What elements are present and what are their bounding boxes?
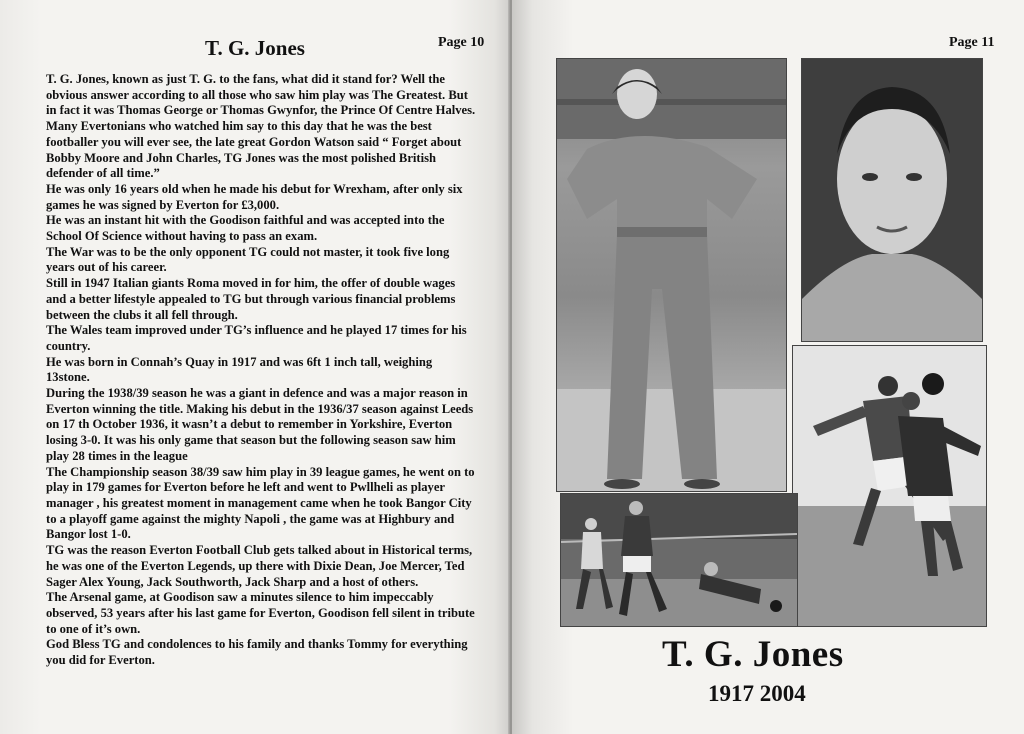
head-portrait-illustration bbox=[802, 59, 982, 341]
page-number-left: Page 10 bbox=[438, 35, 485, 50]
left-page bbox=[0, 0, 510, 734]
photo-standing-portrait bbox=[556, 58, 787, 492]
paragraph: God Bless TG and condolences to his family and thanks Tommy for everything you did for Everton. bbox=[46, 637, 468, 668]
paragraph: The Wales team improved under TG’s influence and he played 17 times for his country. bbox=[46, 323, 467, 353]
page-title: T. G. Jones bbox=[205, 36, 305, 60]
paragraph: He was an instant hit with the Goodison faithful and was accepted into the School Of Science without having to pass an exam. bbox=[46, 213, 445, 244]
standing-figure-illustration bbox=[557, 59, 786, 491]
paragraph: Still in 1947 Italian giants Roma moved in for him, the offer of double wages and a better lifestyle appealed to TG but through various financial problems between the clubs it all fell through. bbox=[46, 276, 456, 322]
paragraph: T. G. Jones, known as just T. G. to the fans, what did it stand for? Well the obvious answer according to all those who saw him play was The Greatest. But in fact it was Thomas George or Thomas Gwynfor, the Prince Of Centre Halves. bbox=[46, 72, 476, 118]
goalmouth-action-illustration bbox=[561, 494, 797, 626]
photo-caption-name: T. G. Jones bbox=[662, 634, 844, 675]
photo-caption-years: 1917 2004 bbox=[708, 681, 806, 706]
photo-heading-action bbox=[792, 345, 987, 627]
paragraph: The Arsenal game, at Goodison saw a minutes silence to him impeccably observed, 53 years after his last game for Everton, Goodison fell silent in tribute to one of it’s own. bbox=[46, 590, 475, 636]
paragraph: During the 1938/39 season he was a giant in defence and was a major reason in Everton winning the title. Making his debut in the 1936/37 season against Leeds on 17 th October 1936, it wasn’t a debut to remember in Yorkshire, Everton losing 3-0. It was his only game that season but the following season saw him play 28 times in the league bbox=[46, 386, 474, 463]
photo-goalmouth-action bbox=[560, 493, 798, 627]
paragraph: TG was the reason Everton Football Club gets talked about in Historical terms, he was one of the Everton Legends, up there with Dixie Dean, Joe Mercer, Ted Sager Alex Young, Jack Southworth, Jack Sharp and a host of others. bbox=[46, 543, 473, 589]
paragraph: The War was to be the only opponent TG could not master, it took five long years out of his career. bbox=[46, 244, 450, 275]
paragraph: The Championship season 38/39 saw him play in 39 league games, he went on to play in 179 games for Everton before he left and went to Pwllheli as player manager , his greatest moment in management came when he took Bangor City to a playoff game against the mighty Napoli , the game was at Highbury and Bangor lost 1-0. bbox=[46, 464, 475, 542]
photo-head-portrait bbox=[801, 58, 983, 342]
heading-action-illustration bbox=[793, 346, 986, 626]
paragraph: Many Evertonians who watched him say to this day that he was the best footballer you will ever see, the late great Gordon Watson said “ Forget about Bobby Moore and John Charles, TG Jones was the most polished British defender of all time.” bbox=[46, 119, 462, 181]
paragraph: He was born in Connah’s Quay in 1917 and was 6ft 1 inch tall, weighing 13stone. bbox=[46, 354, 433, 385]
article-body bbox=[46, 72, 476, 669]
paragraph: He was only 16 years old when he made his debut for Wrexham, after only six games he was signed by Everton for £3,000. bbox=[46, 181, 463, 212]
page-number-right: Page 11 bbox=[949, 35, 995, 50]
